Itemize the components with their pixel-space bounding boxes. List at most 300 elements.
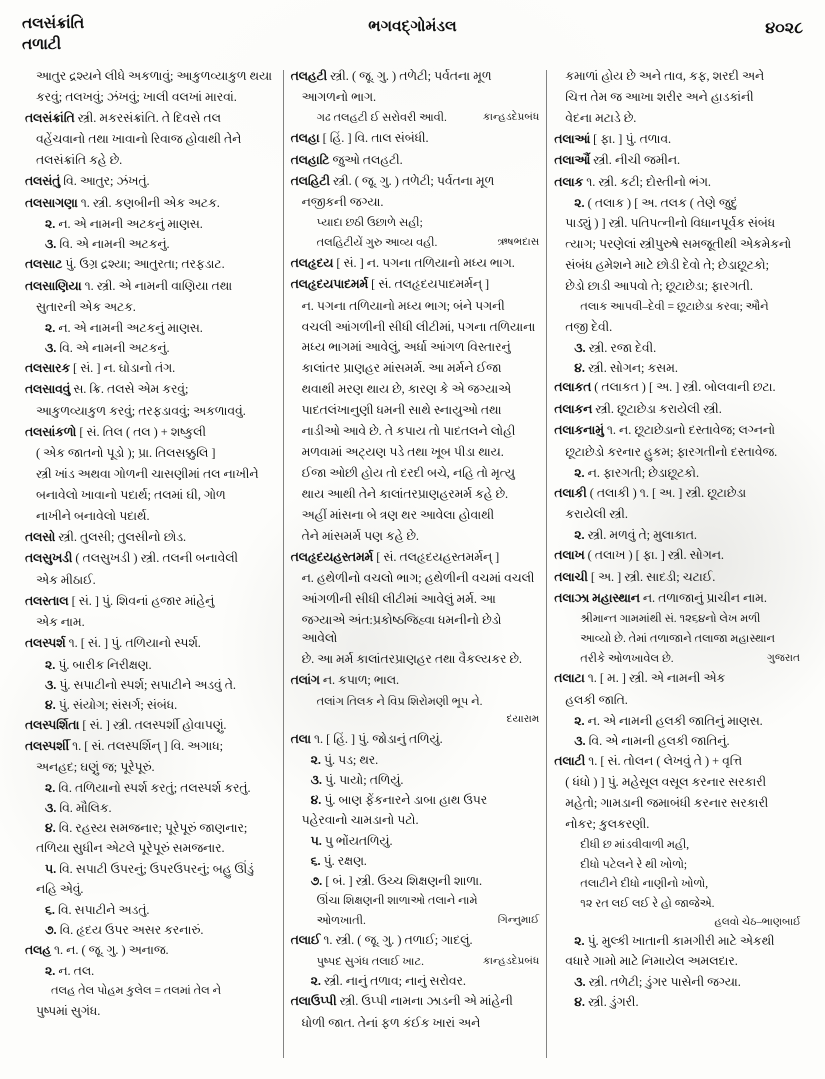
quotation-text: તલાંગ તિલક ને વિપ્ર શિરોમણી ભૂપ ને. — [316, 695, 483, 708]
entry-sense — [25, 677, 276, 695]
entry-headword: તલાચી — [554, 569, 588, 584]
continuation-line: પાડ્યું ) ] સ્ત્રી. પતિપત્નીનો વિધાનપૂર્વક સંબંધ — [565, 216, 776, 231]
entry-headword: તલસાવવું — [25, 382, 71, 397]
continuation-line: છે. આ મર્મ કાલાંતરપ્રાણહર તથા વૈકલ્યકર છે. — [301, 652, 523, 667]
entry-definition: ૧. સ્ત્રી. એ નામની વાણિયા તથા — [84, 278, 233, 293]
sense-number: ૩. — [310, 773, 322, 788]
dictionary-entry — [25, 110, 276, 128]
sense-text: પું. બાણ ફેંકનારને ડાબા હાથ ઉપર — [324, 793, 488, 808]
entry-headword: તલાંગ — [290, 673, 320, 688]
continuation-line: પહેરવાનો ચામડાનો પટો. — [301, 813, 419, 828]
entry-definition: સ્ત્રી. ( જૂ. ગુ. ) તળેટી; પર્વતના મૂળ — [332, 173, 495, 188]
entry-sense — [554, 360, 800, 378]
dictionary-entry — [554, 547, 800, 565]
quotation-text: શ્રીમાન્ત ગામમાંથી સં. ૧૨૬૪નો લેખ મળી — [580, 613, 761, 626]
sense-text: ( તલાક ) [ અ. તલક ( તેણે જુદું — [587, 196, 738, 211]
entry-headword: તલાઆં — [554, 131, 591, 146]
entry-definition: [ અ. ] સ્ત્રી. સાદડી; ચટાઈ. — [590, 569, 716, 584]
sense-text: પું. રક્ષણ. — [323, 853, 367, 868]
entry-sense — [554, 465, 800, 483]
sense-number: ૭. — [310, 873, 323, 888]
entry-quotation — [554, 876, 800, 893]
continuation-line: નાડીઓ આવે છે. તે કપાય તો પાદતલને લોહી — [301, 424, 516, 439]
entry-definition: ( તલાકત ) [ અ. ] સ્ત્રી. બોલવાની છટા. — [594, 380, 776, 395]
sense-text: વિ. રહસ્ય સમજનાર; પૂરેપૂરું જાણનાર; — [58, 821, 248, 836]
sense-number: ૭. — [45, 923, 57, 938]
entry-sense — [291, 853, 540, 871]
dictionary-entry — [554, 590, 800, 608]
sense-number: ૨. — [45, 964, 56, 979]
quotation-text: ઊંચા શિક્ષણની શાળાઓ તલાને નામે — [316, 894, 478, 907]
sense-text: પું. સપાટીનો સ્પર્શ; સપાટીને અડવું તે. — [59, 677, 236, 692]
dictionary-entry — [25, 360, 276, 378]
continuation-line: તલસંક્રાંતિ કહે છે. — [36, 153, 123, 168]
continuation-line: તજી દેવી. — [565, 319, 613, 334]
continuation-line: થવાથી મરણ થાય છે, કારણ કે એ જગ્યાએ — [301, 382, 512, 397]
sense-number: ૪. — [45, 697, 56, 712]
entry-sense — [554, 994, 800, 1012]
entry-definition: સ્ત્રી. ( જૂ. ગુ. ) તળેટી; પર્વતના મૂળ — [330, 69, 492, 83]
continuation-line: કમાળાં હોય છે અને તાવ, કફ, શરદી અને — [565, 69, 765, 83]
dictionary-entry — [25, 717, 276, 735]
page-number: ૪૦૨૮ — [765, 20, 803, 37]
entry-headword: તલાટી — [554, 753, 586, 768]
sense-text: ન. એ નામની અટકનું માણસ. — [58, 320, 203, 335]
entry-sense — [25, 820, 276, 838]
entry-headword: તલાકન — [554, 401, 593, 416]
continuation-line: થાય આથી તેને કાલાંતરપ્રાણહરમર્મ કહે છે. — [301, 487, 509, 502]
entry-definition: ન. તળાજાનું પ્રાચીન નામ. — [642, 591, 767, 606]
continuation-line: એક નામ. — [36, 615, 85, 630]
continuation-line: કરવું; તલખવું; ઝંખવું; ખાલી વલખાં મારવાં. — [36, 89, 237, 104]
entry-sense — [25, 861, 276, 879]
continuation-line: ન. પગના તળિયાનો મધ્ય ભાગ; બંને પગની — [301, 298, 505, 313]
continuation-line: અનહદ; ઘણું જ; પૂરેપૂરું. — [36, 760, 155, 775]
dictionary-entry — [554, 569, 800, 587]
quotation-source: કાન્હડદેપ્રબંધ — [482, 112, 540, 124]
sense-number: ૩. — [45, 340, 57, 355]
quotation-text: તલાક આપવી–દેવી = છૂટાછેડા કરવા; ઔને — [580, 300, 769, 313]
continuation-line: તળિયા સુધીન એટલે પૂરેપૂરું સમજનાર. — [36, 841, 225, 856]
continuation-line: બનાવેલો ખાવાનો પદાર્થ; તલમાં ઘી, ગોળ — [36, 488, 226, 503]
quotation-source: દયારામ — [506, 714, 540, 726]
continuation-line: હલકી જાતિ. — [565, 692, 628, 707]
continuation-line: આતુર દ્રશ્યને લીધે અકળાવું; આકુળવ્યાકુળ થયા — [36, 69, 273, 83]
entry-definition: ( તલસુખડી ) સ્ત્રી. તલની બનાવેલી — [75, 551, 239, 566]
entry-definition: [ સં. તિલ ( તલ ) + શષ્કુલી — [79, 424, 206, 439]
entry-sense — [25, 780, 276, 798]
dictionary-entry — [25, 550, 276, 568]
entry-definition: ૧. [ સં. તલસ્પર્શિન્ ] વિ. અગાધ; — [72, 739, 224, 753]
entry-definition: [ સં. ] ન. પગના તળિયાનો મધ્ય ભાગ. — [336, 255, 515, 270]
entry-headword: તલાખ — [554, 548, 585, 563]
entry-sense — [554, 195, 800, 213]
entry-sense — [25, 902, 276, 920]
sense-text: [ બં. ] સ્ત્રી. ઉચ્ચ શિક્ષણની શાળા. — [325, 873, 483, 888]
dictionary-entry — [291, 549, 540, 567]
quotation-text: તરીકે ઓળખાવેલ છે. — [580, 652, 674, 665]
dictionary-entry — [291, 255, 540, 273]
sense-number: ૩. — [574, 974, 586, 989]
dictionary-entry — [291, 932, 540, 950]
dictionary-entry — [291, 173, 540, 191]
dictionary-entry — [25, 738, 276, 756]
dictionary-entry — [554, 753, 800, 771]
entry-sense — [291, 772, 540, 790]
entry-definition: ૧. સ્ત્રી. કટી; દોસ્તીનો ભંગ. — [586, 174, 711, 189]
sense-text: સ્ત્રી. સોગન; કસમ. — [588, 360, 678, 375]
continuation-line: સ્ત્રી ખાંડ અથવા ગોળની ચાસણીમાં તલ નાખીને — [36, 467, 259, 482]
sense-number: ૩. — [45, 677, 57, 692]
entry-quotation — [25, 983, 276, 1000]
entry-definition: ( તલાકી ) ૧. [ અ. ] સ્ત્રી. છૂટાછેડા — [589, 485, 747, 500]
sense-number: ૨. — [574, 465, 585, 480]
entry-sense — [554, 527, 800, 545]
entry-headword: તલહૃદયપાદમર્મ — [290, 277, 369, 292]
sense-text: પું. બારીક નિરીક્ષણ. — [58, 657, 152, 672]
continuation-line: કરાયેલી સ્ત્રી. — [565, 507, 628, 522]
entry-definition: [ સં. તલહૃદયહસ્તમર્મન્ ] — [376, 549, 500, 564]
entry-sense — [25, 963, 276, 981]
entry-headword: તલસ્તાલ — [25, 593, 69, 608]
entry-definition: [ સં. ] પું. શિવનાં હજાર માંહેનું — [71, 593, 215, 608]
sense-number: ૪. — [310, 793, 322, 808]
entry-headword: તલસ્પર્શિતા — [25, 717, 80, 732]
continuation-line: છૂટાછેડો કરનાર હુકમ; ફારગતીનો દસ્તાવેજ. — [565, 444, 778, 459]
entry-quotation — [291, 110, 540, 127]
sense-text: વિ. તળિયાનો સ્પર્શ કરતું; તલસ્પર્શ કરતું. — [58, 781, 251, 796]
dictionary-entry — [25, 278, 276, 296]
entry-headword: તલહૃદયહસ્તમર્મ — [290, 549, 374, 564]
sense-number: ૫. — [45, 862, 57, 877]
sense-number: ૪. — [574, 360, 585, 375]
sense-number: ૫. — [310, 834, 322, 849]
quotation-text: દીધો પટેલને રે થી ખોળો; — [580, 858, 688, 871]
entry-sense — [554, 340, 800, 358]
entry-definition: સ્ત્રી. મકરસંક્રાંતિ. તે દિવસે તલ — [77, 110, 221, 125]
entry-definition: સ્ત્રી. તુલસી; તુલસીનો છોડ. — [58, 529, 187, 544]
entry-sense — [25, 236, 276, 254]
continuation-line: આગળનો ભાગ. — [301, 90, 377, 105]
sense-number: ૨. — [45, 217, 56, 232]
continuation-line: ધોળી જાત. તેનાં ફળ કંઈક ખારાં અને — [301, 1015, 481, 1030]
entry-definition: ૧. ન. ( જૂ. ગુ. ) અનાજ. — [53, 943, 169, 958]
dictionary-title: ભગવદ્ગોમંડલ — [368, 18, 457, 35]
entry-definition: [ હિં. ] વિ. તાલ સંબંધી. — [322, 131, 429, 146]
sense-text: સ્ત્રી. નાનું તળાવ; નાનું સરોવર. — [324, 974, 466, 989]
entry-sense — [554, 733, 800, 751]
sense-number: ૨. — [574, 713, 585, 728]
sense-number: ૩. — [574, 733, 586, 748]
entry-definition: ન. કપાળ; ભાલ. — [322, 673, 400, 688]
continuation-line: પુષ્પમાં સુગંધ. — [36, 1004, 101, 1019]
dictionary-entry — [25, 942, 276, 960]
entry-definition: ૧. [ સં. તોલન ( લેખવું તે ) + વૃત્તિ — [588, 753, 742, 768]
entry-headword: તલસાગણા — [25, 195, 78, 210]
sense-number: ૨. — [574, 528, 585, 543]
continuation-line: મહેતો; ગામડાની જમાબંધી કરનાર સરકારી — [565, 796, 769, 811]
entry-definition: ૧. સ્ત્રી. ( જૂ. ગુ. ) તળાઈ; ગાદલું. — [323, 933, 473, 948]
dictionary-entry — [554, 485, 800, 503]
sense-text: પું. પાયો; તળિયું. — [324, 773, 404, 788]
continuation-line: તેને માંસમર્મ પણ કહે છે. — [301, 529, 419, 544]
dictionary-entry — [25, 424, 276, 442]
quotation-text: દીધી છ માંડવીવાળી મહી, — [580, 839, 690, 852]
entry-headword: તલસુખડી — [25, 551, 73, 566]
entry-headword: તલસારક — [25, 360, 70, 375]
entry-quotation — [554, 651, 800, 668]
entry-headword: તલાક — [554, 174, 584, 189]
continuation-line: એક મીઠાઈ. — [36, 572, 96, 587]
entry-definition: ( તલાખ ) [ ફા. ] સ્ત્રી. સોગન. — [587, 548, 724, 563]
sense-text: ન. એ નામની અટકનું માણસ. — [58, 217, 203, 232]
dictionary-entry — [554, 174, 800, 192]
entry-definition: પું. ઉગ્ર દ્રશ્યા; આતુરતા; તરફડાટ. — [65, 257, 225, 272]
entry-sense — [25, 340, 276, 358]
continuation-line: સંબંધ હમેશને માટે છોડી દેવો તે; છેડાછૂટકો; — [565, 258, 769, 273]
entry-sense — [291, 792, 540, 810]
entry-sense — [554, 933, 800, 951]
dictionary-entry — [554, 131, 800, 149]
entry-sense — [25, 657, 276, 675]
entry-definition: સ. ક્રિ. તલસે એમ કરવું; — [73, 382, 189, 397]
quotation-text: આવ્યો છે. તેમાં તળાજાને તલાજા મહાસ્થાન — [580, 633, 776, 646]
entry-definition: ૧. ન. છૂટાછેડાનો દસ્તાવેજ; લગ્નનો — [606, 423, 776, 438]
sense-number: ૨. — [310, 974, 321, 989]
continuation-line: છેડો છાડી આપવો તે; છૂટાછેડા; ફારગતી. — [565, 279, 753, 294]
entry-definition: ૧. [ હિં. ] પું. જોડાનું તળિયું. — [313, 731, 443, 746]
entry-headword: તલાકી — [554, 485, 587, 500]
continuation-line: વહેંચવાનો તથા ખાવાનો રિવાજ હોવાથી તેને — [36, 132, 242, 147]
dictionary-entry — [25, 593, 276, 611]
entry-headword: તલહૃદય — [290, 255, 334, 270]
sense-number: ૨. — [45, 781, 56, 796]
running-head-left-line2: તળાટી — [22, 35, 62, 53]
dictionary-entry — [25, 173, 276, 191]
quotation-text: પુષ્પદ સુગંધ તલાઈ ખાટ. — [316, 955, 424, 968]
sense-text: સ્ત્રી. ડુંગરી. — [588, 994, 639, 1009]
entry-definition: સ્ત્રી. નીચી જમીન. — [593, 153, 681, 168]
quotation-text: તલહિટીયેં ગુરુ આવ્ય વહી. — [316, 237, 438, 249]
entry-headword: તલહ — [25, 943, 51, 958]
continuation-line: ન. હથેળીનો વચલો ભાગ; હથેળીની વચમાં વચલી — [301, 571, 535, 586]
entry-sense — [291, 752, 540, 770]
sense-number: ૪. — [45, 821, 56, 836]
dictionary-entry — [291, 152, 540, 170]
entry-sense — [25, 697, 276, 715]
entry-quotation — [554, 896, 800, 913]
entry-headword: તલસંતું — [25, 174, 61, 189]
entry-definition: ૧. સ્ત્રી. કણબીની એક અટક. — [80, 195, 220, 210]
dictionary-entry — [25, 256, 276, 274]
entry-headword: તલસ્પર્શી — [25, 739, 70, 753]
entry-quotation — [291, 954, 540, 971]
entry-quotation — [554, 611, 800, 628]
entry-headword: તલહટી — [290, 69, 328, 83]
running-head-left-line1: તલસંક્રાંતિ — [22, 15, 85, 32]
sense-number: ૩. — [45, 237, 57, 252]
dictionary-entry — [25, 529, 276, 547]
sense-text: વિ. સપાટી ઉપરનું; ઉપરઉપરનું; બહુ ઊંડું — [59, 862, 254, 877]
dictionary-entry — [291, 731, 540, 749]
entry-headword: તલાકત — [554, 380, 592, 395]
entry-quotation — [291, 893, 540, 910]
continuation-line: નોકર; કુલકરણી. — [565, 817, 650, 832]
continuation-line: નહિ એવું. — [36, 882, 84, 897]
sense-number: ૨. — [45, 320, 56, 335]
entry-headword: તલાઝા મહાસ્થાન — [554, 591, 640, 606]
continuation-line: આકુળવ્યાકુળ કરવું; તરફડાવવું; અકળાવવું. — [36, 403, 246, 418]
entry-headword: તલા — [290, 731, 311, 746]
continuation-line: નજીકની જગ્યા. — [301, 195, 384, 210]
sense-number: ૩. — [574, 340, 586, 355]
continuation-line: ( ધંધો ) ] પું. મહેસૂલ વસૂલ કરનાર સરકારી — [565, 775, 767, 790]
entry-sense — [291, 833, 540, 851]
sense-number: ૬. — [310, 853, 321, 868]
dictionary-entry — [25, 381, 276, 399]
continuation-line: અહીં માંસના બે ત્રણ થર આવેલા હોવાથી — [301, 508, 495, 523]
column-rule-1 — [283, 70, 284, 1058]
entry-definition: [ સં. ] ન. ઘોડાનો તંગ. — [73, 360, 176, 375]
dictionary-entry — [291, 130, 540, 148]
entry-headword: તલસંક્રાંતિ — [25, 110, 75, 125]
continuation-line: મધ્ય ભાગમાં આવેલું, અર્ધા આંગળ વિસ્તારનું — [301, 340, 511, 355]
entry-quotation — [554, 299, 800, 316]
sense-number: ૬. — [45, 903, 55, 918]
continuation-line: મળવામાં અટ્યણ પડે તથા ખૂબ પીડા થાય. — [301, 445, 504, 460]
continuation-line: વેદના મટાડે છે. — [565, 110, 637, 125]
column-rule-2 — [546, 70, 547, 1058]
sense-text: વિ. એ નામની હલકી જાતિનું. — [588, 733, 730, 748]
continuation-line: નાખીને બનાવેલો પદાર્થ. — [36, 509, 150, 524]
sense-text: ન. ફારગતી; છેડાછૂટકો. — [587, 465, 700, 480]
sense-text: વિ. મૌલિક. — [59, 801, 112, 816]
entry-sense — [25, 216, 276, 234]
quotation-source: ગુજરાત — [767, 652, 800, 664]
entry-headword: તલસાટ — [25, 257, 63, 272]
entry-sense — [554, 713, 800, 731]
dictionary-entry — [554, 670, 800, 688]
sense-text: ન. તલ. — [58, 964, 95, 979]
text-columns — [20, 68, 805, 1063]
sense-text: પુ ભોંયતળિયું. — [324, 834, 393, 849]
entry-definition: [ સં. તલહૃદયપાદમર્મન્ ] — [371, 277, 490, 292]
entry-quotation — [291, 913, 540, 930]
dictionary-entry — [25, 195, 276, 213]
dictionary-entry — [554, 152, 800, 170]
entry-headword: તલાઈ — [290, 933, 321, 948]
entry-definition: વિ. આતુર; ઝંખતું. — [63, 174, 150, 189]
entry-definition: ૧. [ સં. ] પું. તળિયાનો સ્પર્શ. — [68, 636, 201, 651]
entry-sense — [554, 974, 800, 992]
entry-quotation — [554, 857, 800, 874]
quotation-text: ગઢ તલહટી ઈ સરોવરી આવી. — [316, 112, 447, 125]
sense-text: વિ. એ નામની અટકનું. — [59, 237, 170, 252]
sense-text: પું. પડ; થર. — [324, 753, 379, 768]
sense-text: સ્ત્રી. મળવું તે; મુલાકાત. — [587, 528, 697, 543]
entry-definition: [ ફા. ] પું. તળાવ. — [593, 131, 672, 146]
dictionary-entry — [554, 422, 800, 440]
column-1 — [20, 68, 281, 1063]
dictionary-entry — [291, 672, 540, 690]
continuation-line: આંગળીની સીધી લીટીમાં આવેલું મર્મ. આ — [301, 592, 496, 607]
entry-sense — [25, 922, 276, 940]
column-3 — [549, 68, 805, 1063]
sense-number: ૩. — [45, 801, 57, 816]
sense-text: વિ. એ નામની અટકનું. — [59, 340, 170, 355]
entry-headword: તલાઉપ્પી — [290, 994, 337, 1009]
dictionary-entry — [291, 276, 540, 294]
entry-definition: સ્ત્રી. છૂટાછેડા કરાયેલી સ્ત્રી. — [595, 401, 722, 416]
continuation-line: પાદતલંખાનુણી ધમની સાથે સ્નાયુઓ તથા — [301, 403, 502, 418]
quotation-source: ઋષભદાસ — [497, 237, 540, 248]
dictionary-entry — [291, 993, 540, 1011]
sense-number: ૪. — [574, 994, 585, 1009]
quotation-text: ઓળખાતી. — [316, 914, 366, 927]
entry-quotation — [554, 631, 800, 648]
continuation-line: ચિત્ત તેમ જ આખા શરીર અને હાડકાંની — [565, 89, 754, 104]
quotation-text: તલાટીને દીધો નાણીનો ખોળો, — [580, 878, 709, 891]
running-head — [22, 14, 803, 64]
continuation-line: કાલાંતર પ્રાણહર માંસમર્મ. આ મર્મને ઈજા — [301, 361, 502, 376]
entry-quotation — [291, 235, 540, 252]
quotation-source: ગિન્નુમાઈ — [497, 914, 540, 926]
continuation-line: ઈજા ઓછી હોય તો દરદી બચે, નહિ તો મૃત્યુ — [301, 466, 515, 481]
entry-headword: તલાકનામું — [554, 423, 604, 438]
entry-definition: [ સં. ] સ્ત્રી. તલસ્પર્શી હોવાપણું. — [82, 717, 227, 732]
entry-sense — [291, 873, 540, 891]
entry-headword: તલસો — [25, 529, 56, 544]
entry-headword: તલસાંકળો — [25, 424, 77, 439]
entry-headword: તલસાણિયા — [25, 278, 82, 293]
continuation-line: ( એક જાતનો પૂડો ); પ્રા. તિલસક્કુલિ ] — [36, 446, 216, 461]
continuation-line: વધારે ગામો માટે નિમાયેલ અમલદાર. — [565, 953, 738, 968]
entry-definition: સ્ત્રી. ઉપ્પી નામના ઝાડની એ માંહેની — [339, 994, 513, 1009]
quotation-source: કાન્હડદેપ્રબંધ — [482, 955, 540, 967]
sense-text: સ્ત્રી. તળેટી; ડુંગર પાસેની જગ્યા. — [588, 974, 741, 989]
sense-text: પું. સંયોગ; સંસર્ગ; સંબંધ. — [58, 697, 178, 712]
continuation-line: સુતારની એક અટક. — [36, 299, 136, 314]
entry-headword: તલહા — [290, 131, 320, 146]
quotation-text: પ્યાદા છઠી ઉછાળે સહી; — [316, 217, 423, 230]
entry-headword: તલહિટી — [290, 173, 330, 188]
sense-text: ન. એ નામની હલકી જાતિનું માણસ. — [587, 713, 763, 728]
entry-quotation — [554, 837, 800, 854]
entry-headword: તલહાટિ — [290, 152, 330, 167]
sense-number: ૨. — [310, 753, 321, 768]
entry-definition: ૧. [ મ. ] સ્ત્રી. એ નામની એક — [587, 671, 726, 686]
sense-number: ૨. — [45, 657, 56, 672]
entry-sense — [25, 800, 276, 818]
entry-quotation — [291, 694, 540, 711]
entry-headword: તલાટા — [554, 671, 585, 686]
dictionary-entry — [554, 401, 800, 419]
sense-number: ૨. — [574, 196, 585, 211]
entry-quotation — [291, 215, 540, 232]
dictionary-entry — [554, 379, 800, 397]
dictionary-entry — [25, 635, 276, 653]
entry-headword: તલસ્પર્શ — [25, 636, 66, 651]
dictionary-entry — [291, 68, 540, 86]
column-2 — [286, 68, 545, 1063]
entry-definition: જુઓ તલહટી. — [332, 152, 403, 167]
quotation-text: તલહ તેલ પોહમ કુલેલ = તલમાં તેલ ને — [51, 985, 222, 998]
continuation-line: ત્યાગ; પરણેલાં સ્ત્રીપુરુષે સમજૂતીથી એકમેકનો — [565, 237, 792, 252]
entry-sense — [291, 973, 540, 991]
sense-text: સ્ત્રી. રજા દેવી. — [588, 340, 657, 355]
entry-headword: તલાઔં — [554, 153, 591, 168]
sense-text: વિ. સપાટીને અડતું. — [58, 903, 150, 918]
